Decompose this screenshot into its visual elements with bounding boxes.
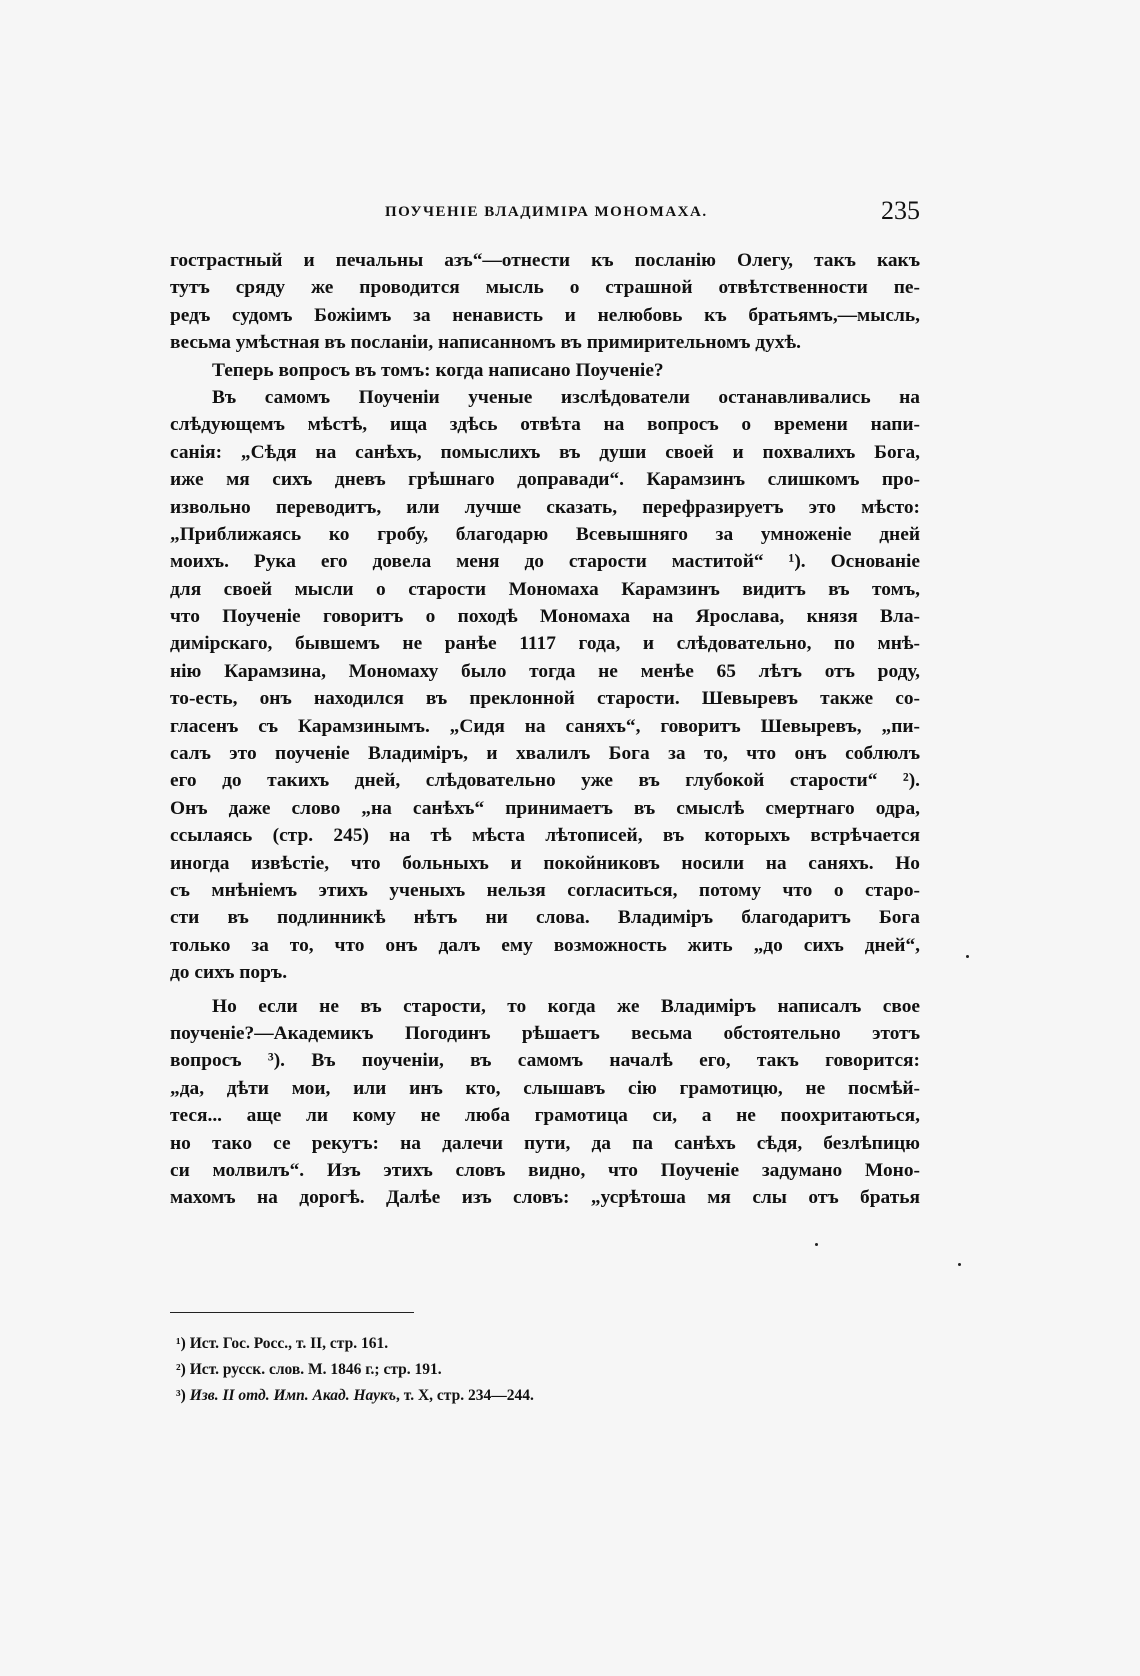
- text-line: редъ судомъ Божіимъ за ненависть и нелюбовь къ братьямъ,—мысль,: [170, 304, 920, 326]
- text-line: си молвилъ“. Изъ этихъ словъ видно, что Поученіе задумано Моно-: [170, 1159, 920, 1181]
- footnote-mark: ²): [176, 1361, 186, 1378]
- footnote-italic-title: Изв. II отд. Имп. Акад. Наукъ: [189, 1387, 396, 1404]
- text-line: гласенъ съ Карамзинымъ. „Сидя на саняхъ“, говоритъ Шевыревъ, „пи-: [170, 715, 920, 737]
- text-line: иже мя сихъ дневъ грѣшнаго доправади“. Карамзинъ слишкомъ про-: [170, 469, 920, 491]
- page-number: 235: [881, 196, 920, 225]
- print-speck: [815, 1243, 818, 1246]
- text-line: Онъ даже слово „на санѣхъ“ принимаетъ въ смыслѣ смертнаго одра,: [170, 797, 920, 819]
- footnote-rule: [170, 1312, 414, 1313]
- text-line: иногда извѣстіе, что больныхъ и покойниковъ носили на саняхъ. Но: [170, 852, 920, 874]
- text-line: для своей мысли о старости Мономаха Карамзинъ видитъ въ томъ,: [170, 578, 920, 600]
- text-line: съ мнѣніемъ этихъ ученыхъ нельзя согласиться, потому что о старо-: [170, 879, 920, 901]
- footnote-text: , т. X, стр. 234—244.: [396, 1387, 534, 1404]
- footnote-text: Ист. русск. слов. М. 1846 г.; стр. 191.: [189, 1361, 442, 1378]
- text-line: гострастный и печальны азъ“—отнести къ посланію Олегу, такъ какъ: [170, 250, 920, 271]
- text-line: Въ самомъ Поученіи ученые изслѣдователи останавливались на: [212, 386, 920, 408]
- footnote: [170, 1331, 920, 1357]
- footnotes: [170, 1331, 920, 1409]
- text-line: то-есть, онъ находился въ преклонной старости. Шевыревъ также со-: [170, 688, 920, 710]
- text-line: Теперь вопросъ въ томъ: когда написано Поученіе?: [212, 359, 664, 381]
- print-speck: [958, 1263, 961, 1266]
- text-line: но тако се рекутъ: на далечи пути, да па санѣхъ сѣдя, безлѣпицю: [170, 1132, 920, 1154]
- text-line: поученіе?—Академикъ Погодинъ рѣшаетъ весьма обстоятельно этотъ: [170, 1022, 920, 1044]
- text-line: весьма умѣстная въ посланіи, написанномъ въ примирительномъ духѣ.: [170, 332, 801, 354]
- text-line: вопросъ ³). Въ поученіи, въ самомъ началѣ его, такъ говорится:: [170, 1050, 920, 1072]
- text-line: „да, дѣти мои, или инъ кто, слышавъ сію грамотицю, не посмѣй-: [170, 1077, 920, 1099]
- footnote: [170, 1357, 920, 1383]
- text-line: его до такихъ дней, слѣдовательно уже въ глубокой старости“ ²).: [170, 770, 920, 792]
- text-line: моихъ. Рука его довела меня до старости маститой“ ¹). Основаніе: [170, 551, 920, 573]
- footnote-mark: ³): [176, 1387, 186, 1404]
- footnote-text: Ист. Гос. Росс., т. II, стр. 161.: [189, 1335, 389, 1352]
- print-speck: [966, 955, 969, 958]
- page-header: [170, 196, 920, 228]
- text-line: сти въ подлинникѣ нѣтъ ни слова. Владиміръ благодаритъ Бога: [170, 907, 920, 929]
- text-line: салъ это поученіе Владиміръ, и хвалилъ Бога за то, что онъ соблюлъ: [170, 743, 920, 765]
- text-line: санія: „Сѣдя на санѣхъ, помыслихъ въ души своей и похвалихъ Бога,: [170, 441, 920, 463]
- footnote-mark: ¹): [176, 1335, 186, 1352]
- footnote: [170, 1383, 920, 1409]
- text-line: димірскаго, бывшемъ не ранѣе 1117 года, и слѣдовательно, по мнѣ-: [170, 633, 920, 655]
- text-line: только за то, что онъ далъ ему возможность жить „до сихъ дней“,: [170, 934, 920, 956]
- text-line: Но если не въ старости, то когда же Владиміръ написалъ свое: [212, 995, 920, 1017]
- text-line: ссылаясь (стр. 245) на тѣ мѣста лѣтописей, въ которыхъ встрѣчается: [170, 825, 920, 847]
- text-line: что Поученіе говоритъ о походѣ Мономаха на Ярослава, князя Вла-: [170, 606, 920, 628]
- running-head: ПОУЧЕНІЕ ВЛАДИМІРА МОНОМАХА.: [385, 204, 708, 220]
- text-line: слѣдующемъ мѣстѣ, ища здѣсь отвѣта на вопросъ о времени напи-: [170, 414, 920, 436]
- text-line: махомъ на дорогѣ. Далѣе изъ словъ: „усрѣтоша мя слы отъ братья: [170, 1187, 920, 1209]
- text-line: „Приближаясь ко гробу, благодарю Всевышняго за умноженіе дней: [170, 523, 920, 545]
- text-line: извольно переводитъ, или лучше сказать, перефразируетъ это мѣсто:: [170, 496, 920, 518]
- text-line: теся... аще ли кому не люба грамотица си, а не поохритаються,: [170, 1105, 920, 1127]
- text-line: нію Карамзина, Мономаху было тогда не менѣе 65 лѣтъ отъ роду,: [170, 660, 920, 682]
- body-text: [170, 247, 920, 1212]
- text-line: тутъ сряду же проводится мысль о страшной отвѣтственности пе-: [170, 277, 920, 299]
- text-line: до сихъ поръ.: [170, 962, 288, 984]
